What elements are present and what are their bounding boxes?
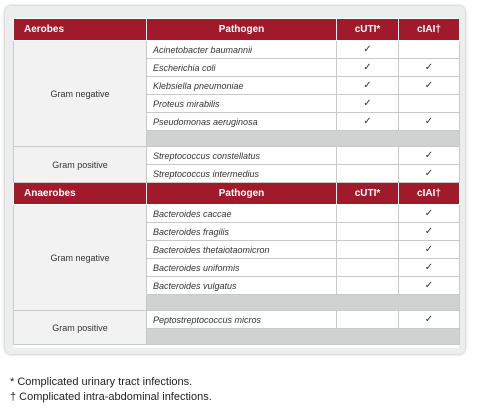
pathogen-name: Pseudomonas aeruginosa [147, 113, 337, 131]
cuti-check [337, 311, 399, 329]
ciai-check [399, 95, 460, 113]
cuti-check: ✓ [337, 59, 399, 77]
aerobes-ciai-header: cIAI† [399, 19, 460, 41]
aerobes-gram-negative-label: Gram negative [14, 41, 147, 147]
pathogen-name: Streptococcus intermedius [147, 165, 337, 183]
aerobes-gram-positive-label: Gram positive [14, 147, 147, 183]
anaerobes-ciai-header: cIAI† [399, 183, 460, 205]
spacer-cell [147, 295, 460, 311]
cuti-check: ✓ [337, 113, 399, 131]
pathogen-name: Bacteroides caccae [147, 205, 337, 223]
pathogen-name: Streptococcus constellatus [147, 147, 337, 165]
anaerobes-gram-negative-label: Gram negative [14, 205, 147, 311]
pathogen-name: Proteus mirabilis [147, 95, 337, 113]
footnote-ciai: † Complicated intra-abdominal infections. [10, 391, 212, 403]
footnote-cuti: * Complicated urinary tract infections. [10, 376, 193, 388]
pathogen-name: Bacteroides uniformis [147, 259, 337, 277]
ciai-check: ✓ [399, 147, 460, 165]
cuti-check: ✓ [337, 95, 399, 113]
anaerobes-pathogen-header: Pathogen [147, 183, 337, 205]
pathogen-name: Bacteroides thetaiotaomicron [147, 241, 337, 259]
table-row [14, 41, 460, 59]
ciai-check: ✓ [399, 277, 460, 295]
cuti-check [337, 223, 399, 241]
pathogen-name: Bacteroides vulgatus [147, 277, 337, 295]
aerobes-header-label: Aerobes [14, 19, 147, 41]
anaerobes-gram-positive-label: Gram positive [14, 311, 147, 345]
anaerobes-header-label: Anaerobes [14, 183, 147, 205]
aerobes-pathogen-header: Pathogen [147, 19, 337, 41]
pathogen-table-container [13, 18, 459, 348]
cuti-check: ✓ [337, 77, 399, 95]
ciai-check: ✓ [399, 165, 460, 183]
ciai-check: ✓ [399, 113, 460, 131]
ciai-check: ✓ [399, 205, 460, 223]
pathogen-name: Peptostreptococcus micros [147, 311, 337, 329]
cuti-check: ✓ [337, 41, 399, 59]
ciai-check: ✓ [399, 77, 460, 95]
pathogen-name: Klebsiella pneumoniae [147, 77, 337, 95]
spacer-cell [147, 131, 460, 147]
cuti-check [337, 165, 399, 183]
ciai-check [399, 41, 460, 59]
table-row [14, 311, 460, 329]
ciai-check: ✓ [399, 223, 460, 241]
cuti-check [337, 241, 399, 259]
cuti-check [337, 205, 399, 223]
pathogen-table-card [5, 6, 465, 354]
ciai-check: ✓ [399, 311, 460, 329]
ciai-check: ✓ [399, 59, 460, 77]
ciai-check: ✓ [399, 241, 460, 259]
spacer-cell [147, 329, 460, 345]
pathogen-coverage-table [13, 18, 460, 345]
pathogen-name: Escherichia coli [147, 59, 337, 77]
aerobes-cuti-header: cUTI* [337, 19, 399, 41]
table-row [14, 147, 460, 165]
ciai-check: ✓ [399, 259, 460, 277]
cuti-check [337, 277, 399, 295]
anaerobes-cuti-header: cUTI* [337, 183, 399, 205]
cuti-check [337, 147, 399, 165]
table-row [14, 205, 460, 223]
pathogen-name: Bacteroides fragilis [147, 223, 337, 241]
anaerobes-header-row [14, 183, 460, 205]
aerobes-header-row [14, 19, 460, 41]
pathogen-name: Acinetobacter baumannii [147, 41, 337, 59]
cuti-check [337, 259, 399, 277]
